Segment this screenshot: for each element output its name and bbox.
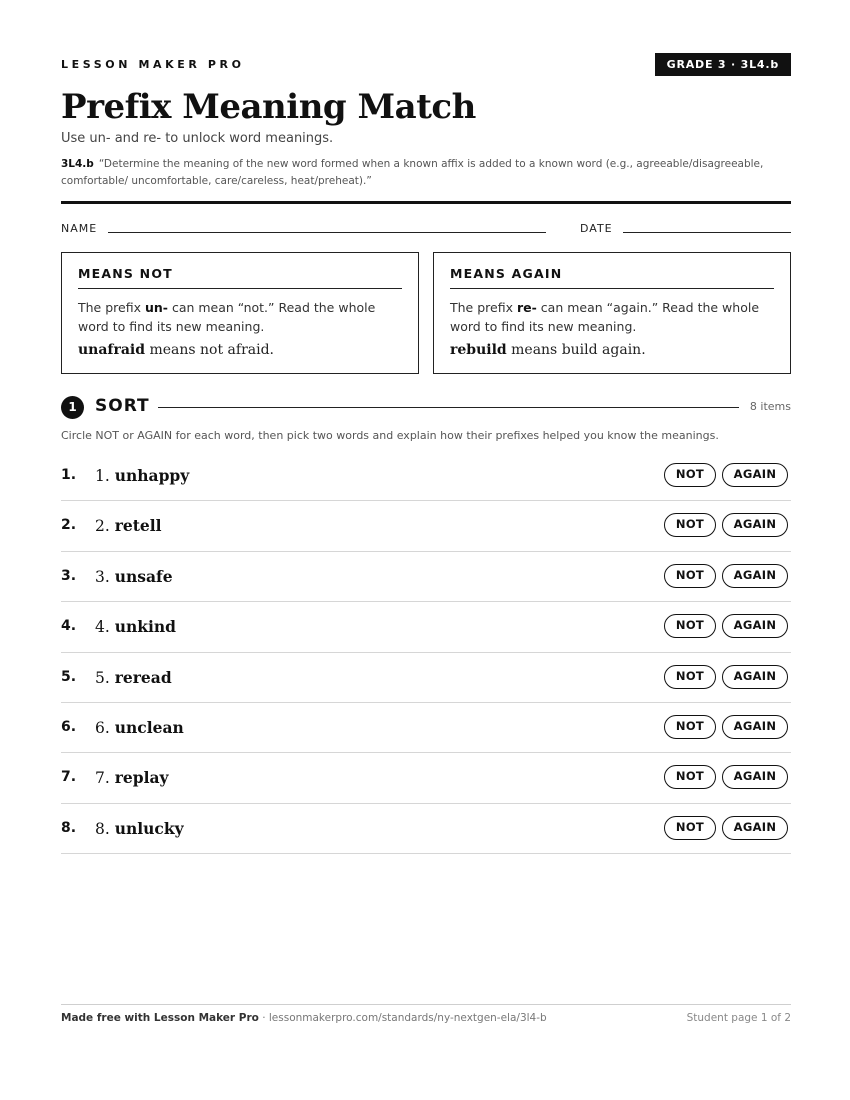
list-item	[61, 602, 791, 652]
prefix-term: un-	[144, 300, 168, 315]
not-choice[interactable]: NOT	[664, 513, 716, 537]
box-example: rebuild means build again.	[450, 342, 646, 358]
footer-page-number: Student page 1 of 2	[686, 1012, 791, 1024]
item-word: 4. unkind	[95, 617, 176, 637]
section-header-sort	[61, 395, 791, 419]
list-item	[61, 451, 791, 501]
item-word: 8. unlucky	[95, 818, 184, 838]
section-title: SORT	[95, 396, 150, 416]
again-choice[interactable]: AGAIN	[722, 513, 788, 537]
footer-made-with: Made free with Lesson Maker Pro	[61, 1012, 259, 1024]
item-number: 8.	[61, 819, 77, 836]
not-choice[interactable]: NOT	[664, 463, 716, 487]
section-number-badge: 1	[61, 396, 84, 419]
section-rule	[158, 407, 739, 408]
list-item	[61, 753, 791, 803]
grade-badge: GRADE 3 · 3L4.b	[655, 53, 791, 76]
box-explanation: The prefix un- can mean “not.” Read the whole word to find its new meaning.	[78, 300, 376, 334]
standard-text: “Determine the meaning of the new word formed when a known affix is added to a known word (e.g., agreeable/disagreeable, comfortable/ uncomfortable, care/careless, heat/preheat).”	[61, 158, 764, 187]
item-word: 5. reread	[95, 667, 172, 687]
standard-code: 3L4.b	[61, 158, 94, 170]
date-field[interactable]	[623, 232, 791, 233]
item-number: 3.	[61, 567, 77, 584]
date-label: DATE	[580, 222, 613, 235]
again-choice[interactable]: AGAIN	[722, 564, 788, 588]
again-choice[interactable]: AGAIN	[722, 715, 788, 739]
footer-divider	[61, 1004, 791, 1005]
footer-credit: Made free with Lesson Maker Pro · lessonmakerpro.com/standards/ny-nextgen-ela/3l4-b	[61, 1012, 547, 1024]
page-subtitle: Use un- and re- to unlock word meanings.	[61, 131, 334, 146]
header-divider	[61, 201, 791, 204]
name-field[interactable]	[108, 232, 546, 233]
item-word: 7. replay	[95, 768, 169, 788]
name-label: NAME	[61, 222, 98, 235]
item-number: 7.	[61, 769, 77, 786]
list-item	[61, 552, 791, 602]
item-word: 2. retell	[95, 516, 162, 536]
means-not-box	[61, 252, 419, 374]
item-word: 3. unsafe	[95, 566, 173, 586]
item-number: 5.	[61, 668, 77, 685]
footer-url: lessonmakerpro.com/standards/ny-nextgen-ela/3l4-b	[268, 1012, 547, 1024]
again-choice[interactable]: AGAIN	[722, 463, 788, 487]
item-number: 1.	[61, 467, 77, 483]
worksheet-page	[61, 0, 791, 1100]
brand-name: LESSON MAKER PRO	[61, 58, 245, 71]
example-word: unafraid	[78, 342, 146, 358]
not-choice[interactable]: NOT	[664, 816, 716, 840]
box-heading: MEANS NOT	[78, 266, 402, 289]
item-word: 1. unhappy	[95, 466, 190, 485]
again-choice[interactable]: AGAIN	[722, 765, 788, 789]
item-word: 6. unclean	[95, 717, 184, 737]
list-item	[61, 804, 791, 854]
box-example: unafraid means not afraid.	[78, 342, 275, 358]
list-item	[61, 653, 791, 703]
not-choice[interactable]: NOT	[664, 614, 716, 638]
not-choice[interactable]: NOT	[664, 715, 716, 739]
item-number: 4.	[61, 618, 77, 635]
not-choice[interactable]: NOT	[664, 765, 716, 789]
item-number: 2.	[61, 517, 77, 534]
list-item	[61, 501, 791, 551]
page-title: Prefix Meaning Match	[61, 87, 476, 127]
not-choice[interactable]: NOT	[664, 665, 716, 689]
list-item	[61, 703, 791, 753]
box-heading: MEANS AGAIN	[450, 266, 774, 289]
again-choice[interactable]: AGAIN	[722, 614, 788, 638]
standard-description	[61, 156, 791, 190]
section-instructions: Circle NOT or AGAIN for each word, then pick two words and explain how their prefixes helped you know the meanings.	[61, 429, 719, 442]
not-choice[interactable]: NOT	[664, 564, 716, 588]
box-explanation: The prefix re- can mean “again.” Read the whole word to find its new meaning.	[450, 300, 760, 334]
item-list	[61, 451, 791, 854]
example-word: rebuild	[450, 342, 507, 358]
item-count: 8 items	[749, 400, 791, 413]
item-number: 6.	[61, 718, 77, 735]
name-date-row	[61, 222, 791, 236]
again-choice[interactable]: AGAIN	[722, 816, 788, 840]
means-again-box	[433, 252, 791, 374]
prefix-term: re-	[516, 300, 537, 315]
again-choice[interactable]: AGAIN	[722, 665, 788, 689]
